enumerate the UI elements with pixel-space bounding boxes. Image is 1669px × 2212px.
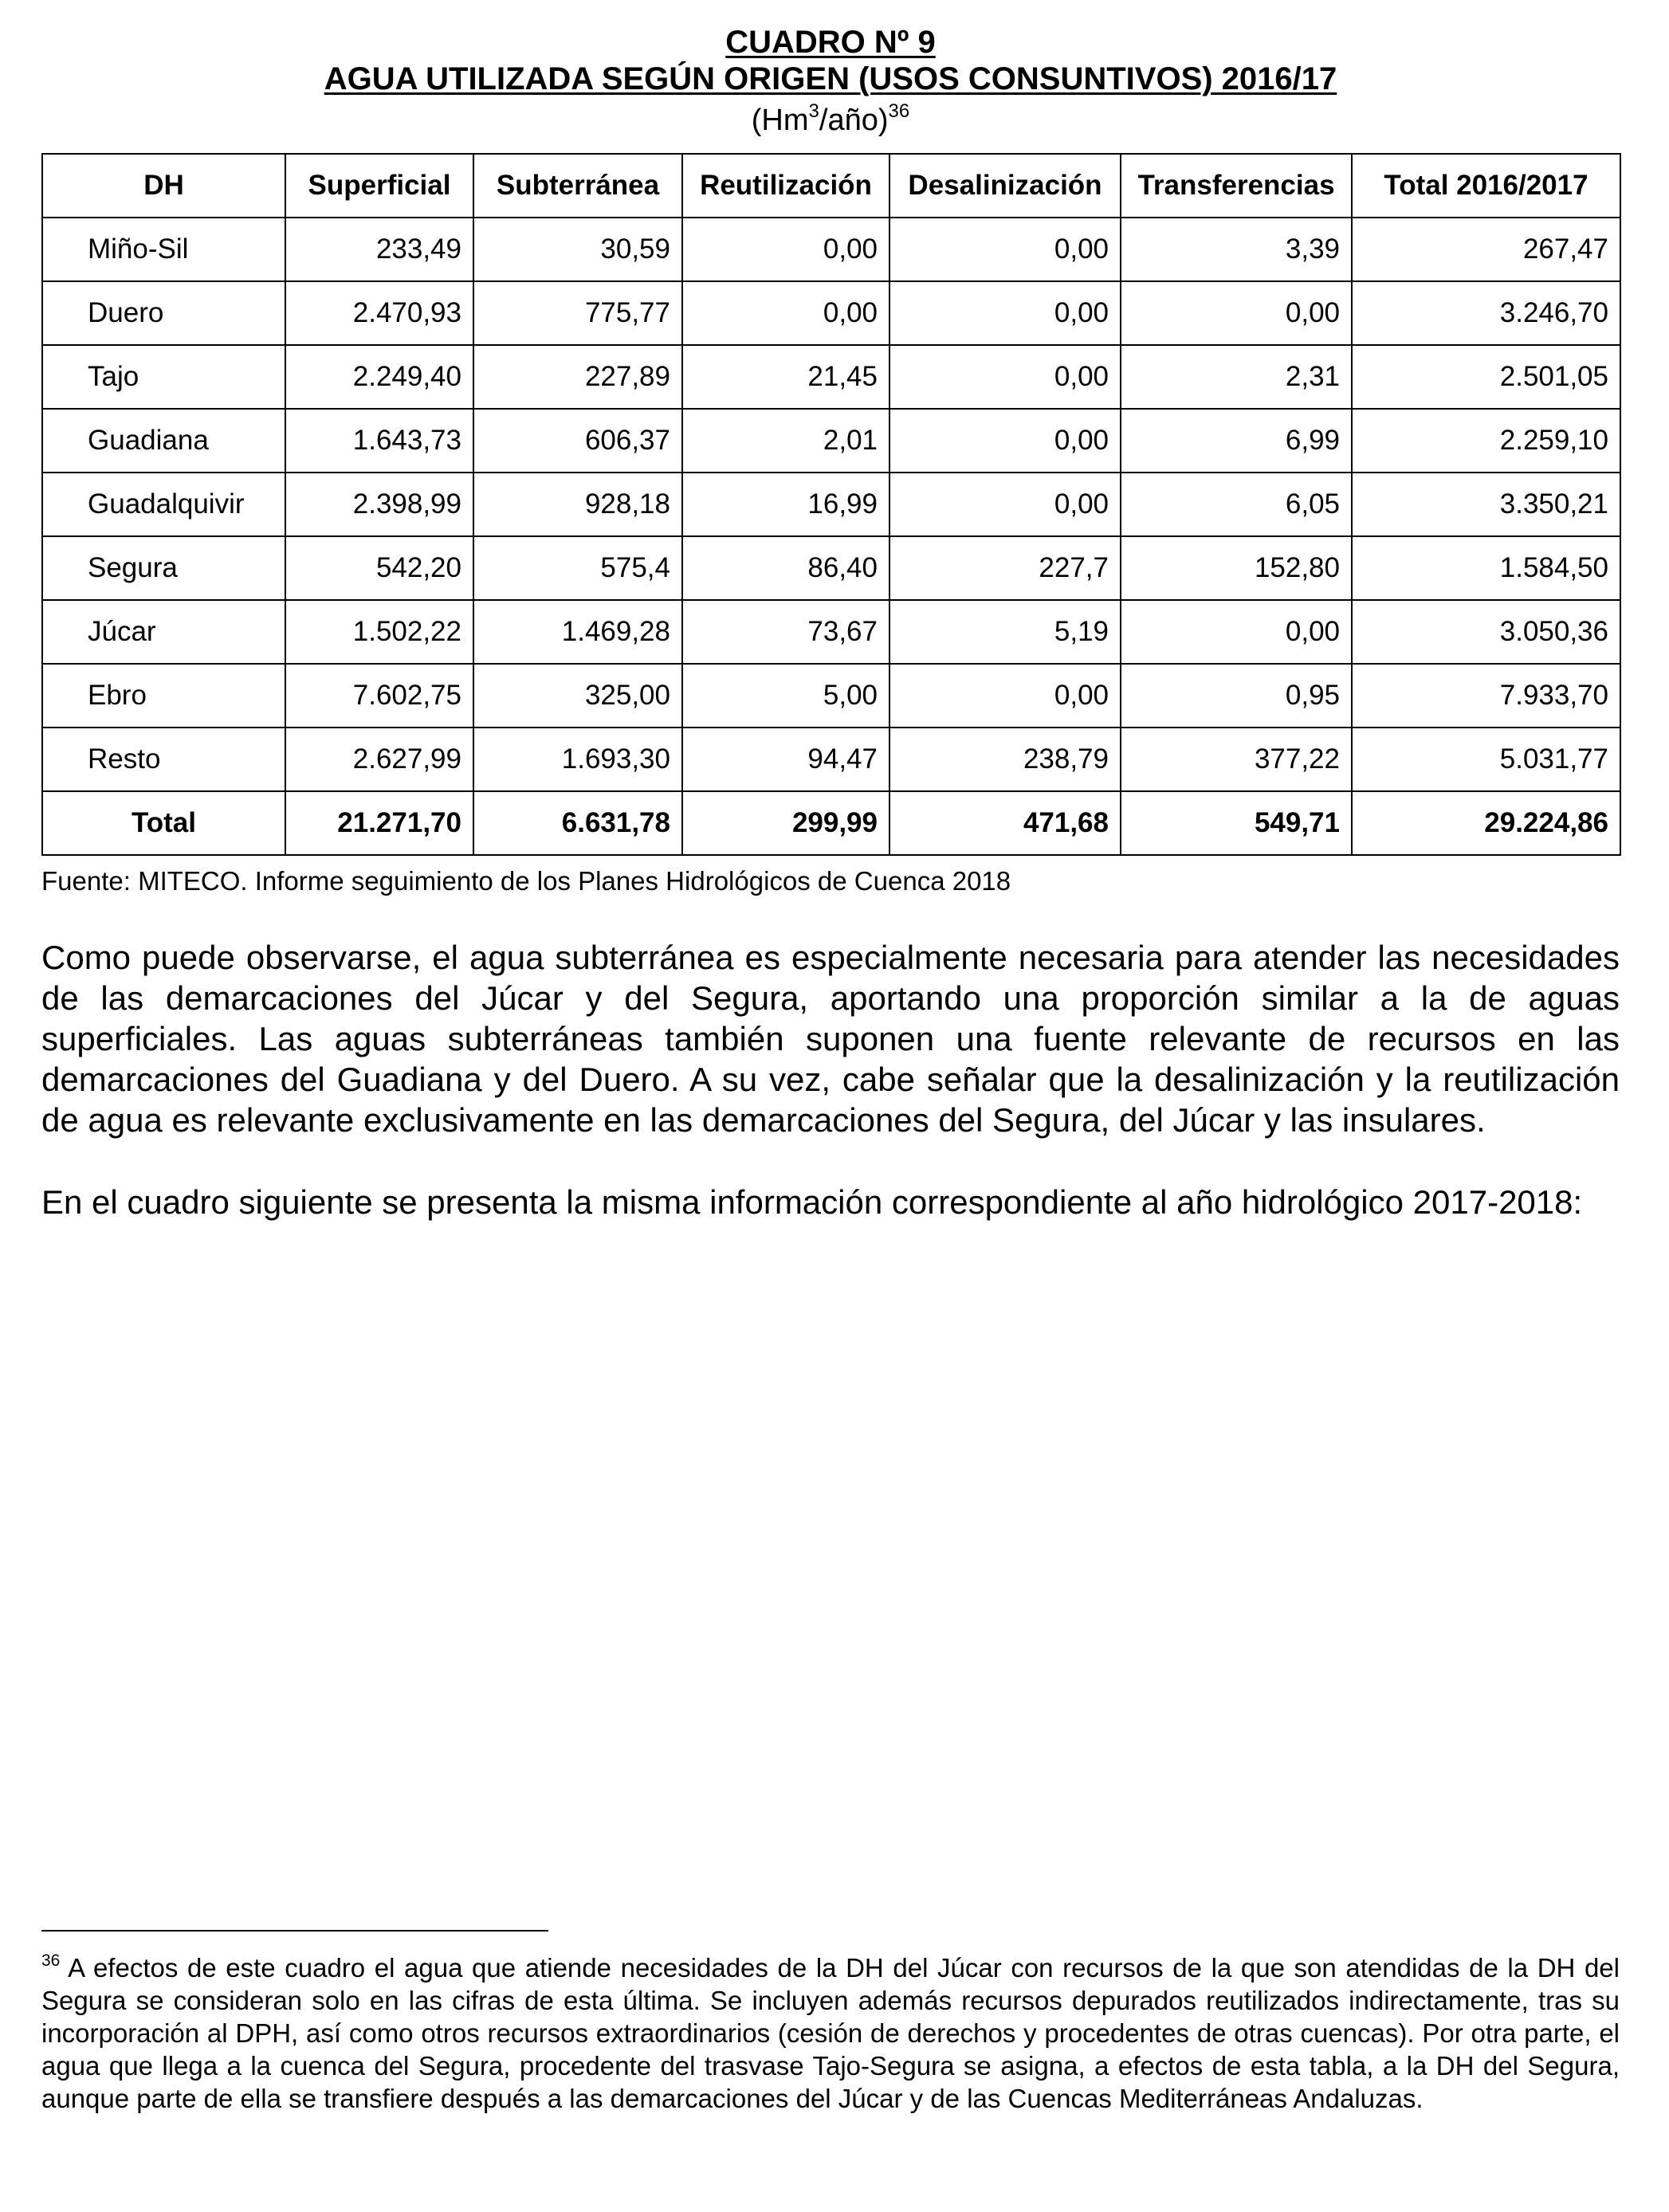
value-cell: 267,47 bbox=[1352, 218, 1620, 281]
value-cell: 542,20 bbox=[285, 536, 473, 600]
value-cell: 0,95 bbox=[1121, 664, 1352, 728]
column-header: Superficial bbox=[285, 154, 473, 218]
table-row bbox=[42, 664, 1620, 728]
column-header: DH bbox=[42, 154, 285, 218]
value-cell: 238,79 bbox=[889, 728, 1121, 791]
footnote-reference: 36 bbox=[888, 100, 910, 123]
value-cell: 227,7 bbox=[889, 536, 1121, 600]
footnote-number: 36 bbox=[41, 1951, 61, 1970]
value-cell: 233,49 bbox=[285, 218, 473, 281]
table-title: AGUA UTILIZADA SEGÚN ORIGEN (USOS CONSUNTIVOS) 2016/17 bbox=[324, 61, 1337, 96]
value-cell: 86,40 bbox=[682, 536, 889, 600]
table-row bbox=[42, 600, 1620, 664]
unit-suffix: /año) bbox=[819, 104, 889, 137]
value-cell: 5.031,77 bbox=[1352, 728, 1620, 791]
value-cell: 1.693,30 bbox=[473, 728, 682, 791]
row-label-cell: Ebro bbox=[42, 664, 285, 728]
value-cell: 73,67 bbox=[682, 600, 889, 664]
value-cell: 2.627,99 bbox=[285, 728, 473, 791]
value-cell: 5,00 bbox=[682, 664, 889, 728]
unit-prefix: (Hm bbox=[751, 104, 809, 137]
footnote bbox=[41, 1946, 1620, 2115]
column-header: Total 2016/2017 bbox=[1352, 154, 1620, 218]
row-label-cell: Duero bbox=[42, 281, 285, 345]
footnote-text: A efectos de este cuadro el agua que atiende necesidades de la DH del Júcar con recursos de la que son atendidas de la DH del Segura se consideran solo en las cifras de esta última. Se incluyen además recursos depurados reutilizados indirectamente, tras su incorporación al DPH, así como otros recursos extraordinarios (cesión de derechos y procedentes de otras cuencas). Por otra parte, el agua que llega a la cuenca del Segura, procedente del trasvase Tajo-Segura se asigna, a efectos de esta tabla, a la DH del Segura, aunque parte de ella se transfiere después a las demarcaciones del Júcar y de las Cuencas Mediterráneas Andaluzas. bbox=[41, 1953, 1620, 2113]
body-paragraph: Como puede observarse, el agua subterránea es especialmente necesaria para atender las necesidades de las demarcaciones del Júcar y del Segura, aportando una proporción similar a la de aguas superficiales. Las aguas subterráneas también suponen una fuente relevante de recursos en las demarcaciones del Guadiana y del Duero. A su vez, cabe señalar que la desalinización y la reutilización de agua es relevante exclusivamente en las demarcaciones del Segura, del Júcar y las insulares. bbox=[41, 939, 1620, 1139]
value-cell: 0,00 bbox=[889, 218, 1121, 281]
value-cell: 0,00 bbox=[1121, 600, 1352, 664]
value-cell: 0,00 bbox=[889, 345, 1121, 409]
value-cell: 299,99 bbox=[682, 791, 889, 855]
value-cell: 227,89 bbox=[473, 345, 682, 409]
table-row bbox=[42, 473, 1620, 536]
value-cell: 1.502,22 bbox=[285, 600, 473, 664]
value-cell: 6.631,78 bbox=[473, 791, 682, 855]
value-cell: 2.470,93 bbox=[285, 281, 473, 345]
value-cell: 549,71 bbox=[1121, 791, 1352, 855]
table-row bbox=[42, 409, 1620, 473]
value-cell: 0,00 bbox=[1121, 281, 1352, 345]
column-header: Transferencias bbox=[1121, 154, 1352, 218]
water-usage-table bbox=[41, 153, 1621, 856]
value-cell: 775,77 bbox=[473, 281, 682, 345]
value-cell: 1.643,73 bbox=[285, 409, 473, 473]
document-page bbox=[41, 24, 1620, 1256]
value-cell: 2.259,10 bbox=[1352, 409, 1620, 473]
table-header-row bbox=[42, 154, 1620, 218]
value-cell: 21.271,70 bbox=[285, 791, 473, 855]
value-cell: 29.224,86 bbox=[1352, 791, 1620, 855]
table-row bbox=[42, 728, 1620, 791]
column-header: Subterránea bbox=[473, 154, 682, 218]
value-cell: 16,99 bbox=[682, 473, 889, 536]
column-header: Reutilización bbox=[682, 154, 889, 218]
value-cell: 2.398,99 bbox=[285, 473, 473, 536]
value-cell: 21,45 bbox=[682, 345, 889, 409]
row-label-cell: Guadalquivir bbox=[42, 473, 285, 536]
value-cell: 3.050,36 bbox=[1352, 600, 1620, 664]
body-paragraph: En el cuadro siguiente se presenta la misma información correspondiente al año hidrológico 2017-2018: bbox=[41, 1183, 1583, 1221]
value-cell: 2,31 bbox=[1121, 345, 1352, 409]
value-cell: 1.584,50 bbox=[1352, 536, 1620, 600]
value-cell: 3.246,70 bbox=[1352, 281, 1620, 345]
value-cell: 5,19 bbox=[889, 600, 1121, 664]
row-label-cell: Tajo bbox=[42, 345, 285, 409]
unit-exponent: 3 bbox=[808, 100, 819, 123]
value-cell: 377,22 bbox=[1121, 728, 1352, 791]
table-unit bbox=[41, 102, 1620, 139]
footnote-divider bbox=[41, 1930, 548, 1932]
value-cell: 7.933,70 bbox=[1352, 664, 1620, 728]
table-row bbox=[42, 218, 1620, 281]
value-cell: 2.501,05 bbox=[1352, 345, 1620, 409]
value-cell: 0,00 bbox=[682, 218, 889, 281]
row-label-cell: Guadiana bbox=[42, 409, 285, 473]
row-label-cell: Segura bbox=[42, 536, 285, 600]
value-cell: 152,80 bbox=[1121, 536, 1352, 600]
value-cell: 0,00 bbox=[889, 664, 1121, 728]
value-cell: 1.469,28 bbox=[473, 600, 682, 664]
table-number-title: CUADRO Nº 9 bbox=[725, 25, 936, 60]
row-label-cell: Resto bbox=[42, 728, 285, 791]
value-cell: 2,01 bbox=[682, 409, 889, 473]
value-cell: 3.350,21 bbox=[1352, 473, 1620, 536]
table-row bbox=[42, 281, 1620, 345]
row-label-cell: Miño-Sil bbox=[42, 218, 285, 281]
value-cell: 325,00 bbox=[473, 664, 682, 728]
value-cell: 2.249,40 bbox=[285, 345, 473, 409]
table-row bbox=[42, 345, 1620, 409]
table-total-row bbox=[42, 791, 1620, 855]
value-cell: 7.602,75 bbox=[285, 664, 473, 728]
value-cell: 6,99 bbox=[1121, 409, 1352, 473]
value-cell: 0,00 bbox=[889, 409, 1121, 473]
value-cell: 0,00 bbox=[682, 281, 889, 345]
value-cell: 30,59 bbox=[473, 218, 682, 281]
value-cell: 3,39 bbox=[1121, 218, 1352, 281]
value-cell: 0,00 bbox=[889, 281, 1121, 345]
row-label-cell: Júcar bbox=[42, 600, 285, 664]
value-cell: 928,18 bbox=[473, 473, 682, 536]
value-cell: 575,4 bbox=[473, 536, 682, 600]
value-cell: 606,37 bbox=[473, 409, 682, 473]
table-source: Fuente: MITECO. Informe seguimiento de los Planes Hidrológicos de Cuenca 2018 bbox=[41, 866, 1011, 896]
table-row bbox=[42, 536, 1620, 600]
value-cell: 94,47 bbox=[682, 728, 889, 791]
column-header: Desalinización bbox=[889, 154, 1121, 218]
value-cell: 6,05 bbox=[1121, 473, 1352, 536]
value-cell: 471,68 bbox=[889, 791, 1121, 855]
row-label-cell: Total bbox=[42, 791, 285, 855]
table-body bbox=[42, 218, 1620, 855]
value-cell: 0,00 bbox=[889, 473, 1121, 536]
